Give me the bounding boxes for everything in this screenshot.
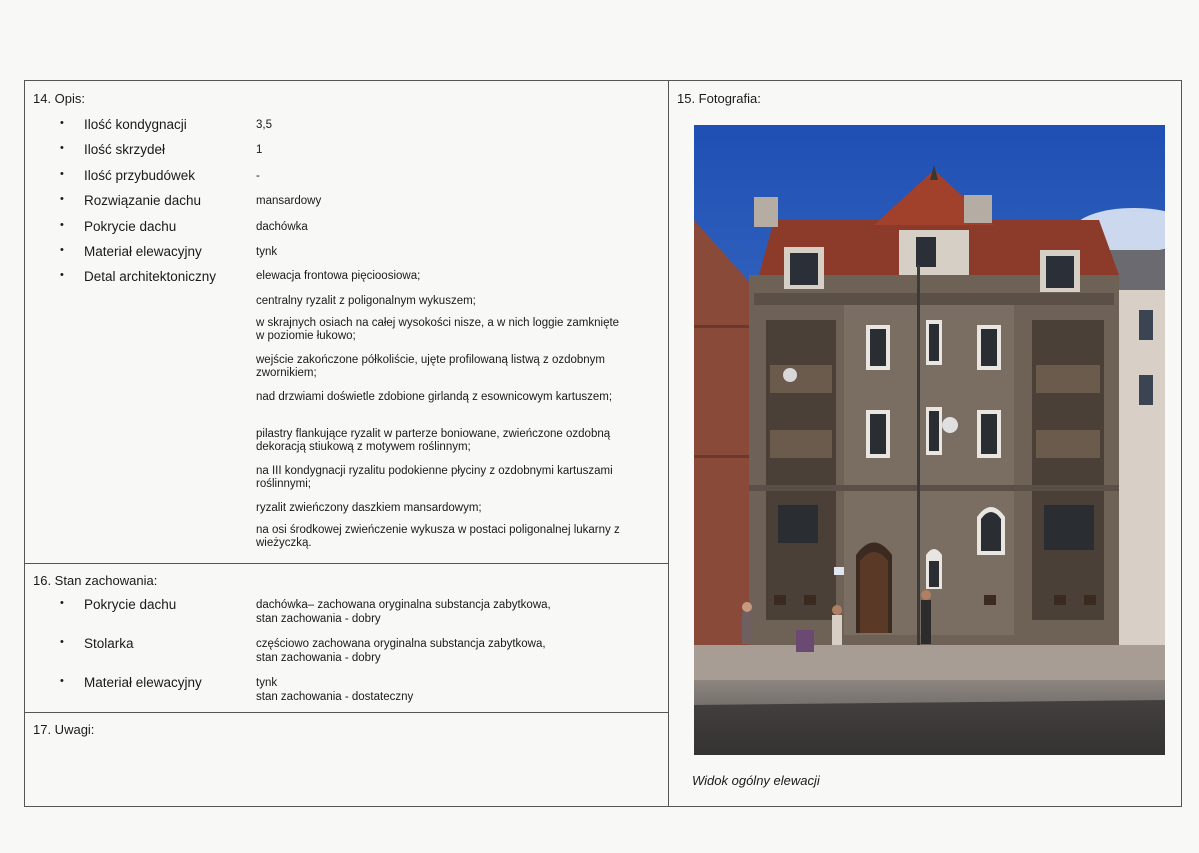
bullet: • <box>60 193 64 205</box>
item-value: dachówka <box>256 221 308 233</box>
item-value: 1 <box>256 144 263 156</box>
detail-line: na III kondygnacji ryzalitu podokienne płyciny z ozdobnymi kartuszami roślinnymi; <box>256 465 613 490</box>
detail-line: pilastry flankujące ryzalit w parterze boniowane, zwieńczone ozdobną dekoracją stiukową z motywem roślinnym; <box>256 428 611 453</box>
bullet: • <box>60 117 64 129</box>
bullet: • <box>60 675 64 687</box>
bullet: • <box>60 219 64 231</box>
photo-caption: Widok ogólny elewacji <box>692 773 820 788</box>
section-divider-16 <box>24 563 669 564</box>
section-14-title: 14. Opis: <box>33 91 86 106</box>
item-value: tynk <box>256 246 278 258</box>
detail-line: na osi środkowej zwieńczenie wykusza w postaci poligonalnej lukarny z wieżyczką. <box>256 524 620 549</box>
detail-line: elewacja frontowa pięcioosiowa; <box>256 270 421 282</box>
detail-line: wejście zakończone półkoliście, ujęte profilowaną listwą z ozdobnym zwornikiem; <box>256 354 606 379</box>
section-15-title: 15. Fotografia: <box>677 91 761 106</box>
column-divider <box>668 80 669 807</box>
item-label: Stolarka <box>84 636 134 651</box>
section-16-title: 16. Stan zachowania: <box>33 573 158 588</box>
item-label: Detal architektoniczny <box>84 269 217 284</box>
item-value-line2: stan zachowania - dostateczny <box>256 691 414 703</box>
item-label: Pokrycie dachu <box>84 219 177 234</box>
item-value-line1: częściowo zachowana oryginalna substancja zabytkowa, <box>256 638 546 650</box>
item-label: Ilość skrzydeł <box>84 142 166 157</box>
item-label: Materiał elewacyjny <box>84 675 202 690</box>
item-value: - <box>256 170 260 182</box>
item-label: Ilość przybudówek <box>84 168 196 183</box>
building-photo <box>694 125 1165 755</box>
bullet: • <box>60 269 64 281</box>
detail-line: w skrajnych osiach na całej wysokości nisze, a w nich loggie zamknięte w poziomie łukowo; <box>256 317 620 342</box>
bullet: • <box>60 636 64 648</box>
item-value: 3,5 <box>256 119 272 131</box>
item-label: Materiał elewacyjny <box>84 244 202 259</box>
item-value-line1: dachówka– zachowana oryginalna substancja zabytkowa, <box>256 599 551 611</box>
section-divider-17 <box>24 712 669 713</box>
bullet: • <box>60 597 64 609</box>
item-label: Ilość kondygnacji <box>84 117 187 132</box>
bullet: • <box>60 142 64 154</box>
detail-line: nad drzwiami doświetle zdobione girlandą z esownicowym kartuszem; <box>256 391 613 403</box>
item-value-line1: tynk <box>256 677 278 689</box>
bullet: • <box>60 244 64 256</box>
bullet: • <box>60 168 64 180</box>
item-label: Rozwiązanie dachu <box>84 193 202 208</box>
item-value-line2: stan zachowania - dobry <box>256 652 381 664</box>
section-17-title: 17. Uwagi: <box>33 722 95 737</box>
item-label: Pokrycie dachu <box>84 597 177 612</box>
item-value-line2: stan zachowania - dobry <box>256 613 381 625</box>
item-value: mansardowy <box>256 195 322 207</box>
detail-line: ryzalit zwieńczony daszkiem mansardowym; <box>256 502 482 514</box>
detail-line: centralny ryzalit z poligonalnym wykuszem; <box>256 295 476 307</box>
